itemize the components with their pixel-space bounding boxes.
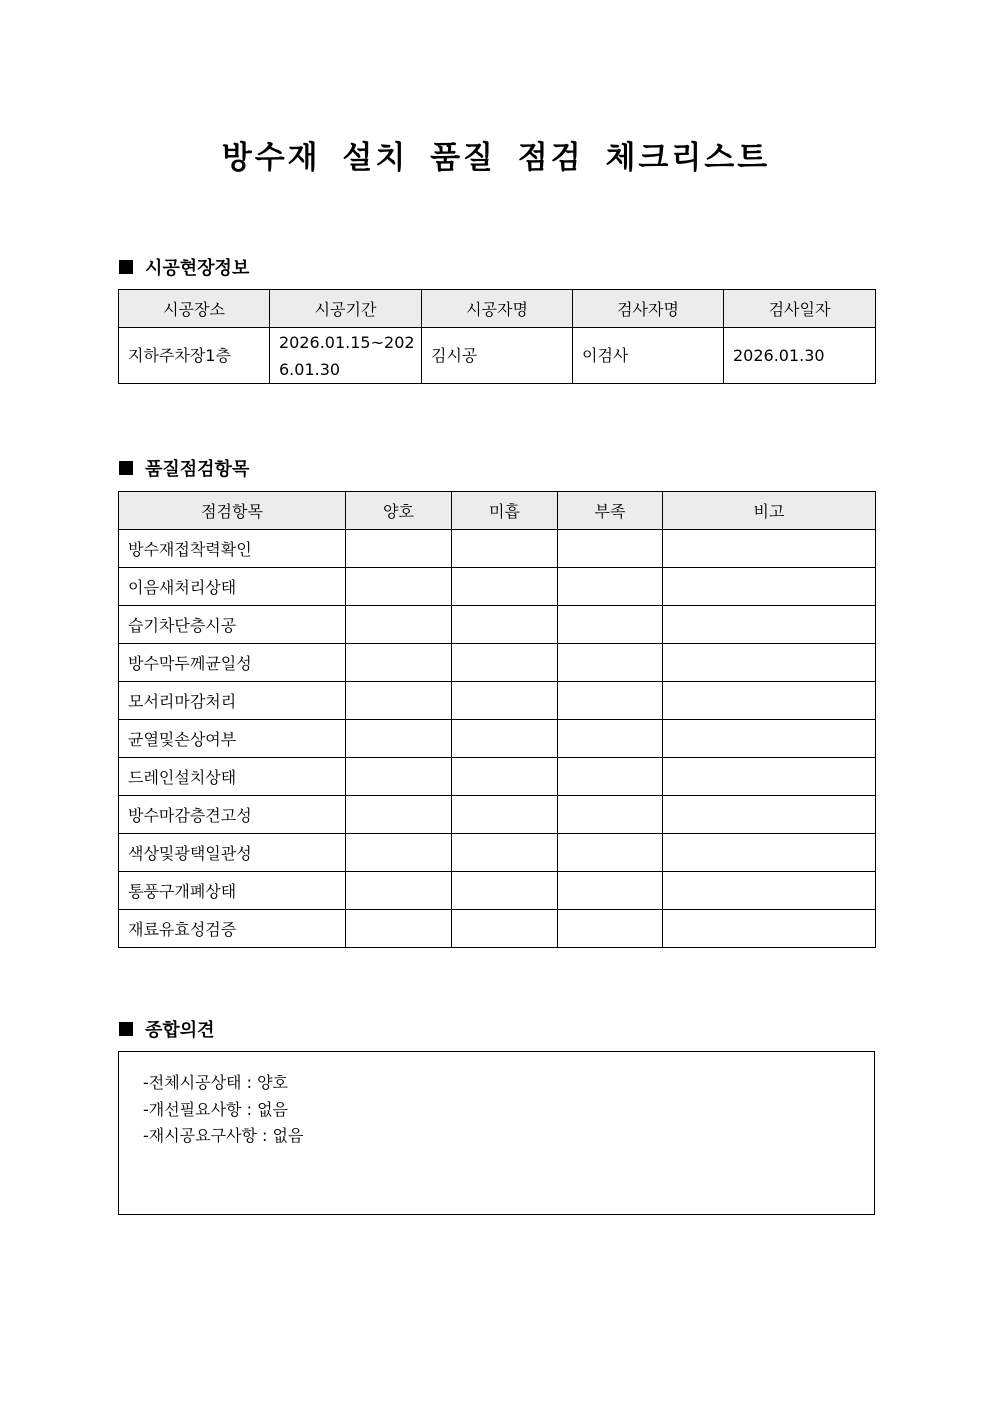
checklist-row: [119, 530, 876, 568]
checklist-cell-insufficient[interactable]: [558, 720, 663, 758]
checklist-item-name: 이음새처리상태: [119, 568, 346, 606]
value-contractor: 김시공: [422, 328, 573, 384]
opinion-line-improvement: -개선필요사항 : 없음: [143, 1100, 288, 1119]
site-info-header-row: [119, 290, 876, 328]
square-bullet-icon: [119, 461, 133, 475]
checklist-cell-insufficient[interactable]: [558, 910, 663, 948]
checklist-cell-remarks[interactable]: [663, 682, 876, 720]
checklist-cell-good[interactable]: [346, 720, 452, 758]
checklist-cell-remarks[interactable]: [663, 758, 876, 796]
checklist-cell-insufficient[interactable]: [558, 796, 663, 834]
header-period: 시공기간: [270, 290, 422, 328]
checklist-row: [119, 872, 876, 910]
checklist-item-name: 균열및손상여부: [119, 720, 346, 758]
header-inspector: 검사자명: [573, 290, 724, 328]
site-info-value-row: [119, 328, 876, 384]
site-info-heading-label: 시공현장정보: [145, 258, 250, 279]
checklist-heading-label: 품질점검항목: [145, 459, 250, 480]
checklist-cell-remarks[interactable]: [663, 872, 876, 910]
checklist-row: [119, 796, 876, 834]
site-info-table: [118, 289, 876, 384]
checklist-cell-insufficient[interactable]: [558, 682, 663, 720]
checklist-item-name: 색상및광택일관성: [119, 834, 346, 872]
value-location: 지하주차장1층: [119, 328, 270, 384]
value-inspector: 이검사: [573, 328, 724, 384]
header-contractor: 시공자명: [422, 290, 573, 328]
checklist-cell-poor[interactable]: [452, 720, 558, 758]
checklist-cell-poor[interactable]: [452, 568, 558, 606]
checklist-row: [119, 644, 876, 682]
header-good: 양호: [346, 492, 452, 530]
checklist-cell-poor[interactable]: [452, 758, 558, 796]
checklist-heading: [119, 455, 249, 481]
value-inspection-date: 2026.01.30: [724, 328, 876, 384]
checklist-cell-poor[interactable]: [452, 682, 558, 720]
checklist-cell-insufficient[interactable]: [558, 758, 663, 796]
header-remarks: 비고: [663, 492, 876, 530]
checklist-cell-insufficient[interactable]: [558, 834, 663, 872]
checklist-cell-poor[interactable]: [452, 644, 558, 682]
checklist-cell-remarks[interactable]: [663, 910, 876, 948]
checklist-item-name: 방수마감층견고성: [119, 796, 346, 834]
checklist-cell-remarks[interactable]: [663, 530, 876, 568]
checklist-cell-remarks[interactable]: [663, 568, 876, 606]
checklist-item-name: 방수막두께균일성: [119, 644, 346, 682]
checklist-cell-good[interactable]: [346, 796, 452, 834]
checklist-cell-insufficient[interactable]: [558, 568, 663, 606]
checklist-row: [119, 682, 876, 720]
checklist-item-name: 모서리마감처리: [119, 682, 346, 720]
header-inspection-date: 검사일자: [724, 290, 876, 328]
checklist-row: [119, 910, 876, 948]
checklist-cell-insufficient[interactable]: [558, 530, 663, 568]
checklist-cell-good[interactable]: [346, 758, 452, 796]
site-info-heading: [119, 254, 249, 280]
header-item: 점검항목: [119, 492, 346, 530]
opinion-line-rework: -재시공요구사항 : 없음: [143, 1126, 304, 1145]
checklist-cell-good[interactable]: [346, 606, 452, 644]
checklist-cell-poor[interactable]: [452, 530, 558, 568]
checklist-cell-good[interactable]: [346, 834, 452, 872]
opinion-heading-label: 종합의견: [145, 1020, 215, 1041]
value-period: 2026.01.15~2026.01.30: [270, 328, 422, 384]
opinion-line-overall: -전체시공상태 : 양호: [143, 1073, 288, 1092]
checklist-item-name: 통풍구개폐상태: [119, 872, 346, 910]
checklist-cell-remarks[interactable]: [663, 606, 876, 644]
checklist-cell-poor[interactable]: [452, 910, 558, 948]
checklist-row: [119, 720, 876, 758]
checklist-cell-good[interactable]: [346, 872, 452, 910]
checklist-body: [119, 530, 876, 948]
checklist-header-row: [119, 492, 876, 530]
header-insufficient: 부족: [558, 492, 663, 530]
checklist-cell-poor[interactable]: [452, 796, 558, 834]
opinion-heading: [119, 1016, 215, 1042]
checklist-cell-good[interactable]: [346, 530, 452, 568]
checklist-item-name: 재료유효성검증: [119, 910, 346, 948]
checklist-row: [119, 568, 876, 606]
header-location: 시공장소: [119, 290, 270, 328]
checklist-table: [118, 491, 876, 948]
checklist-cell-good[interactable]: [346, 910, 452, 948]
checklist-row: [119, 758, 876, 796]
checklist-cell-poor[interactable]: [452, 872, 558, 910]
checklist-cell-remarks[interactable]: [663, 796, 876, 834]
checklist-cell-good[interactable]: [346, 682, 452, 720]
checklist-cell-insufficient[interactable]: [558, 606, 663, 644]
checklist-cell-good[interactable]: [346, 644, 452, 682]
checklist-cell-poor[interactable]: [452, 834, 558, 872]
square-bullet-icon: [119, 260, 133, 274]
opinion-box: [118, 1051, 875, 1215]
checklist-cell-insufficient[interactable]: [558, 872, 663, 910]
checklist-item-name: 드레인설치상태: [119, 758, 346, 796]
checklist-item-name: 방수재접착력확인: [119, 530, 346, 568]
checklist-cell-insufficient[interactable]: [558, 644, 663, 682]
checklist-cell-remarks[interactable]: [663, 834, 876, 872]
checklist-cell-good[interactable]: [346, 568, 452, 606]
header-poor: 미흡: [452, 492, 558, 530]
checklist-row: [119, 606, 876, 644]
checklist-cell-remarks[interactable]: [663, 644, 876, 682]
checklist-cell-poor[interactable]: [452, 606, 558, 644]
document-title: 방수재 설치 품질 점검 체크리스트: [221, 140, 771, 176]
checklist-item-name: 습기차단층시공: [119, 606, 346, 644]
checklist-cell-remarks[interactable]: [663, 720, 876, 758]
square-bullet-icon: [119, 1022, 133, 1036]
checklist-row: [119, 834, 876, 872]
